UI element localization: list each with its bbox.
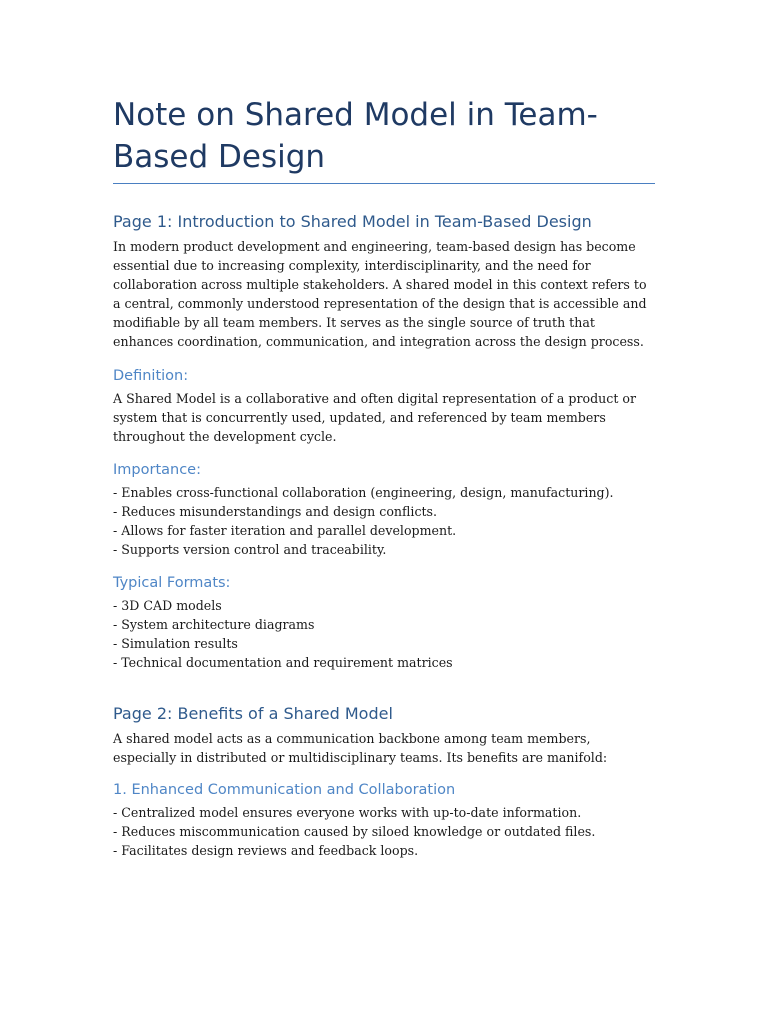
list-item: - Enables cross-functional collaboration (engineering, design, manufacturing). [113, 485, 614, 500]
typical-formats-heading: Typical Formats: [113, 575, 231, 591]
list-item: - Allows for faster iteration and parallel development. [113, 523, 457, 539]
page1-heading: Page 1: Introduction to Shared Model in Team-Based Design [113, 212, 592, 231]
page2-intro-paragraph: A shared model acts as a communication backbone among team members, especially in distributed or multidisciplinary teams. Its benefits are manifold: [113, 731, 608, 766]
page2-heading: Page 2: Benefits of a Shared Model [113, 704, 393, 723]
page1-intro-paragraph: In modern product development and engineering, team-based design has become essential due to increasing complexity, interdisciplinarity, and the need for collaboration across multiple stakeholders. A shared model in this context refers to a central, commonly understood representation of the design that is accessible and modifiable by all team members. It serves as the single source of truth that enhances coordination, communication, and integration across the design process. [113, 239, 647, 350]
list-item: - Technical documentation and requirement matrices [113, 655, 453, 671]
list-item: - 3D CAD models [113, 598, 222, 613]
importance-list [113, 483, 656, 559]
list-item: - Reduces miscommunication caused by siloed knowledge or outdated files. [113, 824, 596, 840]
definition-heading: Definition: [113, 368, 189, 384]
importance-heading: Importance: [113, 462, 201, 478]
list-item: - Simulation results [113, 636, 238, 652]
list-item: - System architecture diagrams [113, 617, 315, 633]
typical-formats-list [113, 596, 656, 672]
section1-list [113, 803, 656, 860]
list-item: - Supports version control and traceability. [113, 542, 387, 558]
document-title: Note on Shared Model in Team-Based Design [113, 97, 598, 175]
list-item: - Reduces misunderstandings and design conflicts. [113, 504, 438, 520]
section1-heading: 1. Enhanced Communication and Collaboration [113, 782, 456, 798]
list-item: - Facilitates design reviews and feedback loops. [113, 843, 419, 859]
title-underline [113, 183, 655, 184]
list-item: - Centralized model ensures everyone works with up-to-date information. [113, 805, 582, 820]
definition-paragraph: A Shared Model is a collaborative and often digital representation of a product or system that is concurrently used, updated, and referenced by team members throughout the development cycle. [113, 391, 636, 445]
